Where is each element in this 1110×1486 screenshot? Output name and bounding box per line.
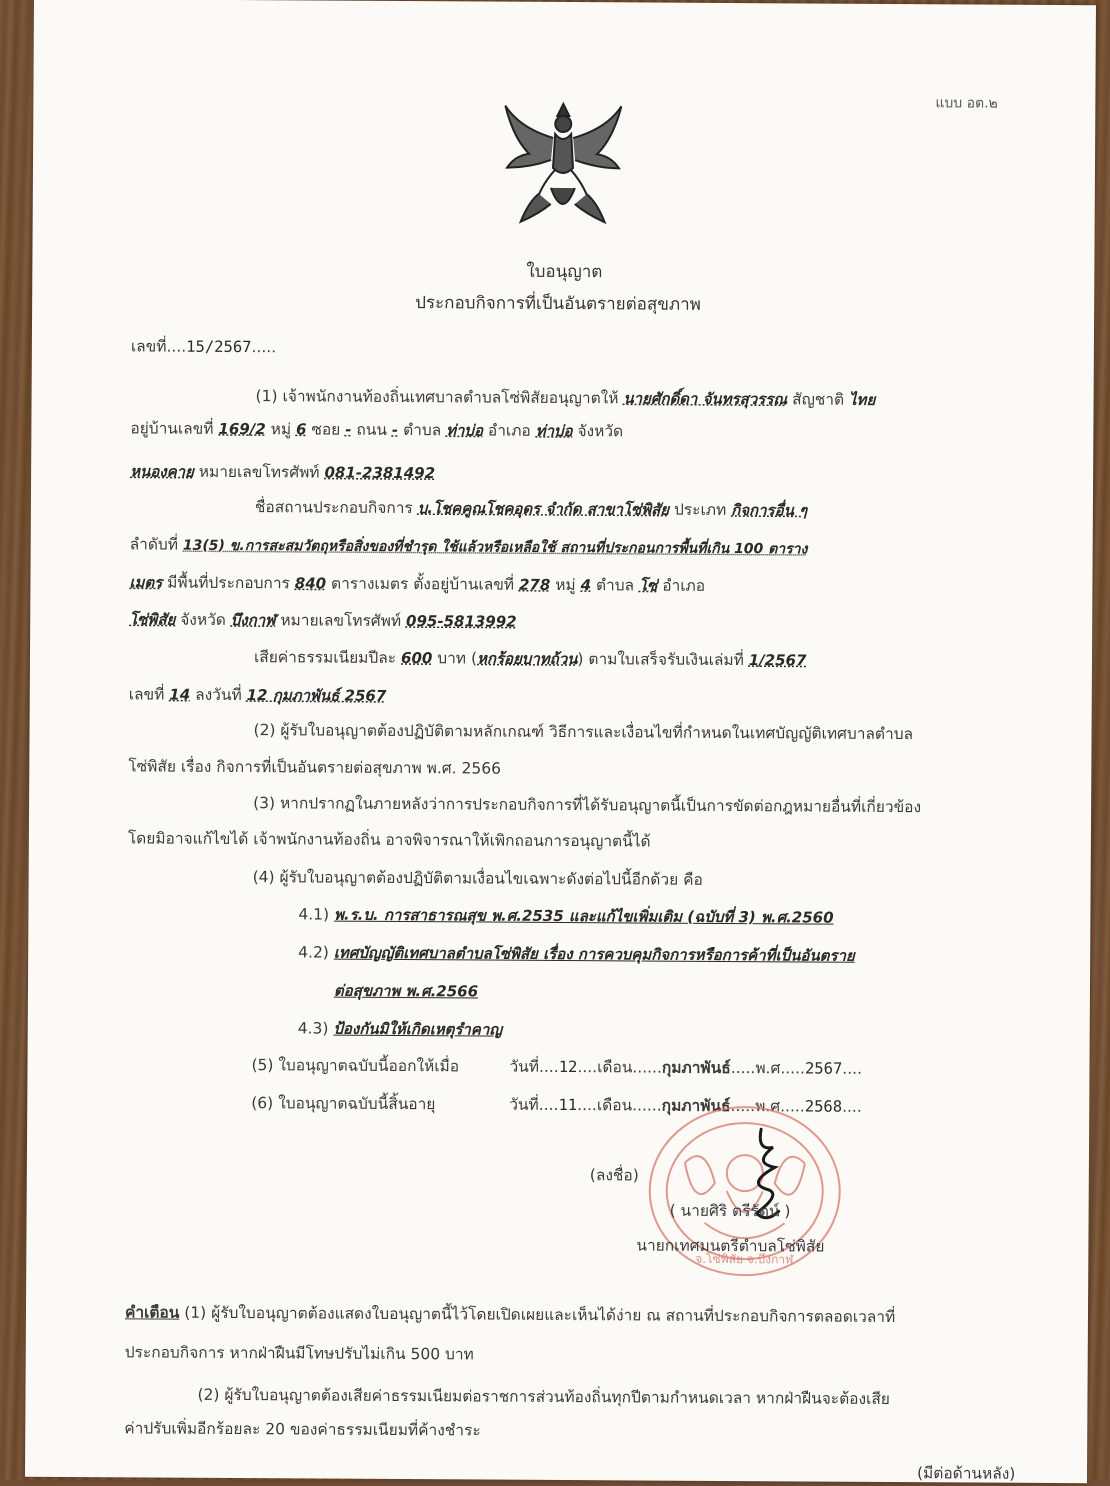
receipt-book-label: ) ตามใบเสร็จรับเงินเล่มที่ <box>577 650 744 670</box>
condition-4-3-text: ป้องกันมิให้เกิดเหตุรำคาญ <box>333 1019 503 1039</box>
phone-value: 081-2381492 <box>324 463 436 483</box>
location-province-label: จังหวัด <box>180 610 226 629</box>
expiry-day-label: วันที่.... <box>509 1095 559 1114</box>
warning-1-text: (1) ผู้รับใบอนุญาตต้องแสดงใบอนุญาตนี้ไว้โดยเปิดเผยและเห็นได้ง่าย ณ สถานที่ประกอบกิจการตลอดเวลาที่ <box>184 1303 896 1327</box>
condition-4-2 <box>298 940 855 967</box>
signer-name: ( นายศิริ ตรีรัตน์ ) <box>669 1201 791 1221</box>
location-phone-value: 095-5813992 <box>406 612 517 631</box>
tambon-label: ตำบล <box>403 421 442 440</box>
location-phone-label: หมายเลขโทรศัพท์ <box>280 611 402 631</box>
expiry-year-value: 2568 <box>804 1097 843 1116</box>
warning-label: คำเตือน <box>124 1303 180 1322</box>
road-label: ถนน <box>356 420 388 439</box>
order-value-cont: เมตร <box>129 573 163 592</box>
nationality-value: ไทย <box>848 390 876 409</box>
issue-date-label: (5) ใบอนุญาตฉบับนี้ออกให้เมื่อ <box>251 1056 460 1076</box>
moo-value: 6 <box>295 420 307 439</box>
type-value: กิจการอื่น ๆ <box>731 501 808 520</box>
location-moo-value: 4 <box>580 576 592 595</box>
clause-1-line-6 <box>129 569 705 598</box>
issue-day-value: 12 <box>558 1057 578 1077</box>
issue-year-label: .....พ.ศ..... <box>730 1059 806 1078</box>
fee-label: เสียค่าธรรมเนียมปีละ <box>253 648 397 667</box>
baht-label: บาท ( <box>437 649 478 668</box>
fee-words-value: หกร้อยบาทถ้วน <box>476 649 578 669</box>
soi-value: - <box>345 420 352 439</box>
expiry-date-label: (6) ใบอนุญาตฉบับนี้สิ้นอายุ <box>251 1094 436 1114</box>
issue-year-value: 2567 <box>804 1059 843 1078</box>
location-tambon-value: โซ่ <box>638 576 658 595</box>
province-value: หนองคาย <box>130 462 194 481</box>
order-value: 13(5) ข.การสะสมวัตถุหรือสิ่งของที่ชำรุด ใช้แล้วหรือเหลือใช้ สถานที่ประกอนการพื้นที่เกิน 100 ตาราง <box>182 537 808 558</box>
location-amphoe-value: โซ่พิสัย <box>129 610 176 629</box>
clause-3-line-2: โดยมิอาจแก้ไขได้ เจ้าพนักงานท้องถิ่น อาจพิจารณาให้เพิกถอนการอนุญาตนี้ได้ <box>127 829 651 851</box>
condition-4-2-text-cont: ต่อสุขภาพ พ.ศ.2566 <box>333 981 479 1001</box>
clause-1-lead: (1) เจ้าพนักงานท้องถิ่นเทศบาลตำบลโซ่พิสัยอนุญาตให้ <box>255 387 619 408</box>
house-no-label: อยู่บ้านเลขที่ <box>130 419 214 438</box>
garuda-emblem-icon <box>499 98 628 229</box>
order-label: ลำดับที่ <box>129 535 179 554</box>
issue-month-value: กุมภาพันธ์ <box>661 1058 731 1078</box>
document-subtitle: ประกอบกิจการที่เป็นอันตรายต่อสุขภาพ <box>415 293 701 315</box>
location-province-value: บึงกาฬ <box>230 610 276 630</box>
licensee-name: นายศักดิ์ดา จันทรสุวรรณ <box>623 389 788 409</box>
clause-1-line-1 <box>256 383 876 412</box>
issue-date-tail: .... <box>842 1059 863 1078</box>
expiry-date-row <box>251 1090 435 1116</box>
business-label: ชื่อสถานประกอบกิจการ <box>254 498 413 518</box>
expiry-year-label: .....พ.ศ..... <box>730 1097 805 1116</box>
condition-4-3 <box>298 1016 503 1041</box>
clause-1-line-4 <box>255 494 807 522</box>
clause-1-line-7 <box>129 606 517 633</box>
clause-1-line-9 <box>129 681 387 708</box>
clause-1-line-8 <box>254 644 807 672</box>
clause-2-line-1: (2) ผู้รับใบอนุญาตต้องปฏิบัติตามหลักเกณฑ์ วิธีการและเงื่อนไขที่กำหนดในเทศบัญญัติเทศบาลตำบล <box>253 721 914 744</box>
continued-note: (มีต่อด้านหลัง) <box>916 1464 1016 1483</box>
seal-text: จ.โซ่พิสัย จ.บึงกาฬ <box>695 1251 794 1267</box>
clause-3-line-1: (3) หากปรากฏในภายหลังว่าการประกอบกิจการที่ได้รับอนุญาตนี้เป็นการขัดต่อกฎหมายอื่นที่เกี่ยวข้อง <box>253 794 922 817</box>
license-number-dots: ..... <box>251 338 277 357</box>
tambon-value: ท่าบ่อ <box>446 421 484 440</box>
receipt-date-label: ลงวันที่ <box>195 685 242 705</box>
warning-1-line-2: ประกอบกิจการ หากฝ่าฝืนมีโทษปรับไม่เกิน 500 บาท <box>124 1343 474 1364</box>
condition-4-3-number: 4.3) <box>297 1019 329 1038</box>
amphoe-label: อำเภอ <box>487 421 531 440</box>
condition-4-1 <box>298 902 833 929</box>
signer-title: นายกเทศมนตรีตำบลโซ่พิสัย <box>636 1236 825 1256</box>
issue-date-values <box>509 1054 862 1081</box>
form-code: แบบ อต.๒ <box>935 95 998 112</box>
house-no-value: 169/2 <box>218 419 266 439</box>
license-number-label: เลขที่.... <box>130 337 187 356</box>
location-amphoe-label: อำเภอ <box>662 576 706 595</box>
clause-1-line-2 <box>130 415 623 443</box>
type-label: ประเภท <box>673 500 727 519</box>
expiry-day-value: 11 <box>558 1095 578 1115</box>
issue-month-label: ....เดือน...... <box>577 1058 663 1077</box>
expiry-month-value: กุมภาพันธ์ <box>661 1096 731 1116</box>
clause-2-line-2: โซ่พิสัย เรื่อง กิจการที่เป็นอันตรายต่อสุขภาพ พ.ศ. 2566 <box>128 757 502 778</box>
receipt-date-value: 12 กุมภาพันธ์ 2567 <box>246 686 387 705</box>
clause-1-line-5 <box>130 531 808 560</box>
document-title: ใบอนุญาต <box>526 261 603 283</box>
clause-1-line-3 <box>130 458 435 485</box>
condition-4-1-number: 4.1) <box>298 905 330 924</box>
location-house-value: 278 <box>518 575 551 594</box>
area-label: มีพื้นที่ประกอบการ <box>167 573 290 593</box>
license-number-row <box>131 333 276 359</box>
moo-label: หมู่ <box>270 420 292 439</box>
clause-4-intro: (4) ผู้รับใบอนุญาตต้องปฏิบัติตามเงื่อนไขเฉพาะดังต่อไปนี้อีกด้วย คือ <box>252 868 703 889</box>
warning-2-line-2: ค่าปรับเพิ่มอีกร้อยละ 20 ของค่าธรรมเนียมที่ค้างชำระ <box>124 1419 481 1440</box>
nationality-label: สัญชาติ <box>792 390 845 409</box>
condition-4-2-text: เทศบัญญัติเทศบาลตำบลโซ่พิสัย เรื่อง การควบคุมกิจการหรือการค้าที่เป็นอันตราย <box>333 943 855 965</box>
province-label: จังหวัด <box>577 422 624 441</box>
condition-4-2-cont <box>334 979 478 1004</box>
soi-label: ซอย <box>311 420 341 439</box>
warning-2-line-1: (2) ผู้รับใบอนุญาตต้องเสียค่าธรรมเนียมต่อราชการส่วนท้องถิ่นทุกปีตามกำหนดเวลา หากฝ่าฝืนจะต้องเสีย <box>197 1385 890 1409</box>
sqm-label: ตารางเมตร ตั้งอยู่บ้านเลขที่ <box>331 574 515 594</box>
road-value: - <box>391 420 399 439</box>
license-number-value: 15/2567 <box>186 337 252 357</box>
phone-label: หมายเลขโทรศัพท์ <box>198 462 320 482</box>
location-tambon-label: ตำบล <box>595 576 635 595</box>
receipt-no-value: 14 <box>169 685 191 704</box>
business-value: บ.โชคคูณโชคอุดร จำกัด สาขาโซ่พิสัย <box>417 499 670 519</box>
issue-date-row <box>251 1052 459 1078</box>
receipt-no-label: เลขที่ <box>128 685 165 704</box>
warning-1-line-1 <box>125 1299 895 1329</box>
expiry-month-label: ....เดือน...... <box>577 1096 662 1115</box>
condition-4-2-number: 4.2) <box>298 943 329 962</box>
condition-4-1-text: พ.ร.บ. การสาธารณสุข พ.ศ.2535 และแก้ไขเพิ่มเติม (ฉบับที่ 3) พ.ศ.2560 <box>334 905 834 927</box>
area-value: 840 <box>294 574 327 593</box>
license-document <box>25 0 1096 1483</box>
amphoe-value: ท่าบ่อ <box>535 421 573 441</box>
receipt-book-value: 1/2567 <box>748 651 807 670</box>
fee-value: 600 <box>400 649 433 668</box>
issue-day-label: วันที่.... <box>509 1057 559 1076</box>
sign-label: (ลงชื่อ) <box>589 1166 639 1185</box>
location-moo-label: หมู่ <box>555 575 576 595</box>
expiry-date-tail: .... <box>842 1097 862 1116</box>
